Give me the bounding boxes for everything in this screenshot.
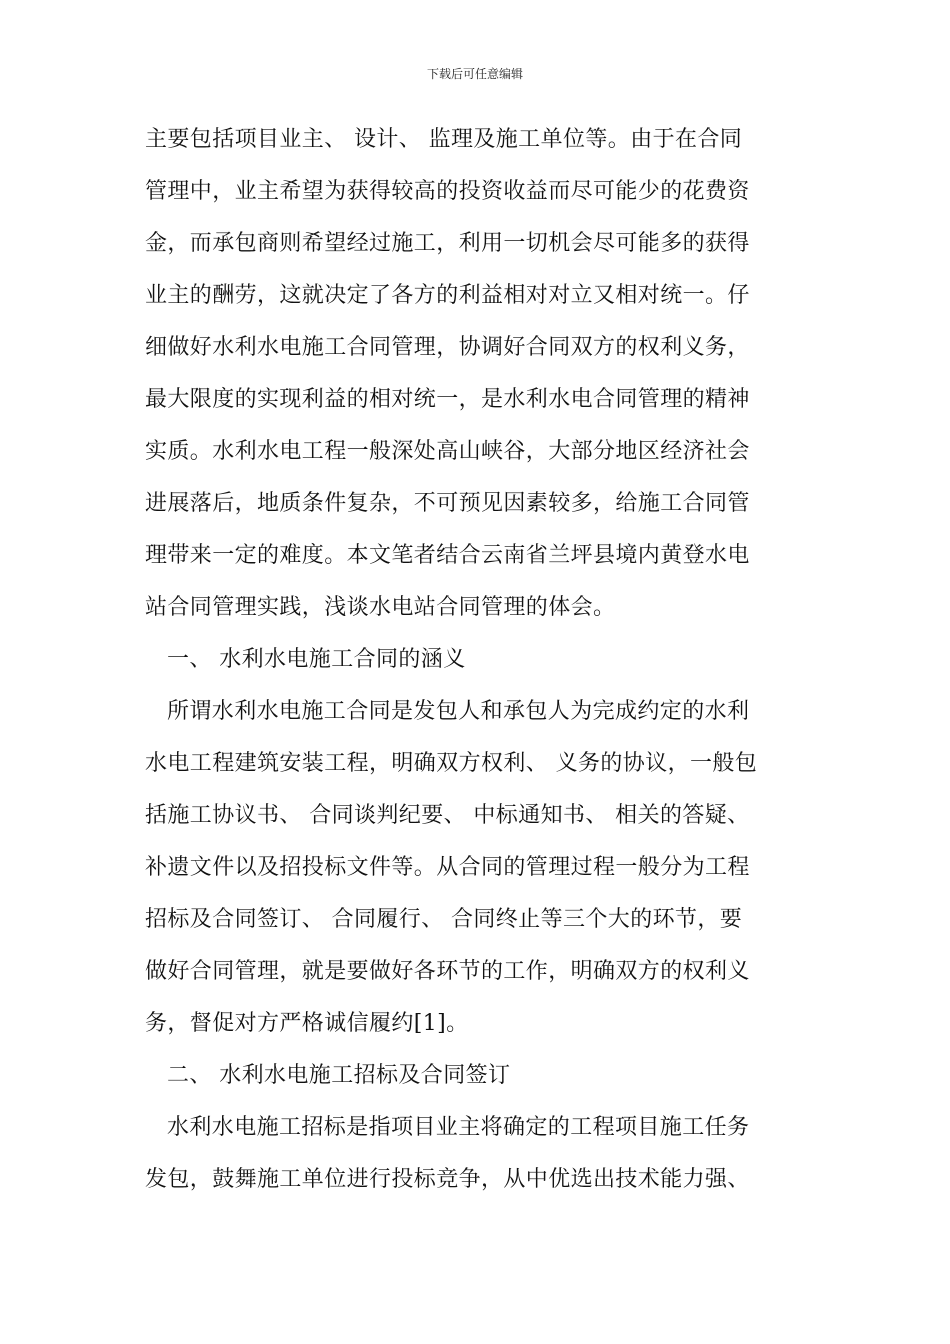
text-line: 业主的酬劳，这就决定了各方的利益相对对立又相对统一。仔	[145, 283, 750, 308]
text-line: 金，而承包商则希望经过施工，利用一切机会尽可能多的获得	[145, 231, 750, 256]
text-line: 实质。水利水电工程一般深处高山峡谷，大部分地区经济社会	[145, 439, 750, 464]
page-header: 下载后可任意编辑	[426, 67, 523, 81]
text-line: 做好合同管理，就是要做好各环节的工作，明确双方的权利义	[145, 959, 750, 984]
paragraph-start: 所谓水利水电施工合同是发包人和承包人为完成约定的水利	[167, 699, 750, 724]
text-line: 主要包括项目业主、 设计、 监理及施工单位等。由于在合同	[145, 127, 743, 152]
text-line: 务，督促对方严格诚信履约[1]。	[145, 1011, 469, 1036]
text-line: 管理中，业主希望为获得较高的投资收益而尽可能少的花费资	[145, 179, 750, 204]
text-line: 细做好水利水电施工合同管理，协调好合同双方的权利义务，	[145, 335, 750, 360]
text-line: 发包，鼓舞施工单位进行投标竞争，从中优选出技术能力强、	[145, 1167, 750, 1192]
text-line: 站合同管理实践，浅谈水电站合同管理的体会。	[145, 595, 616, 620]
text-line: 补遗文件以及招投标文件等。从合同的管理过程一般分为工程	[145, 855, 750, 880]
text-line: 水电工程建筑安装工程，明确双方权利、 义务的协议，一般包	[145, 751, 758, 776]
text-line: 理带来一定的难度。本文笔者结合云南省兰坪县境内黄登水电	[145, 543, 750, 568]
text-line: 进展落后，地质条件复杂，不可预见因素较多，给施工合同管	[145, 491, 750, 516]
text-line: 括施工协议书、 合同谈判纪要、 中标通知书、 相关的答疑、	[145, 803, 750, 828]
section-heading-2: 二、 水利水电施工招标及合同签订	[167, 1063, 511, 1088]
paragraph-start: 水利水电施工招标是指项目业主将确定的工程项目施工任务	[167, 1115, 750, 1140]
text-line: 最大限度的实现利益的相对统一，是水利水电合同管理的精神	[145, 387, 750, 412]
section-heading-1: 一、 水利水电施工合同的涵义	[167, 647, 466, 672]
text-line: 招标及合同签订、 合同履行、 合同终止等三个大的环节，要	[145, 907, 743, 932]
document-body	[145, 114, 785, 1206]
